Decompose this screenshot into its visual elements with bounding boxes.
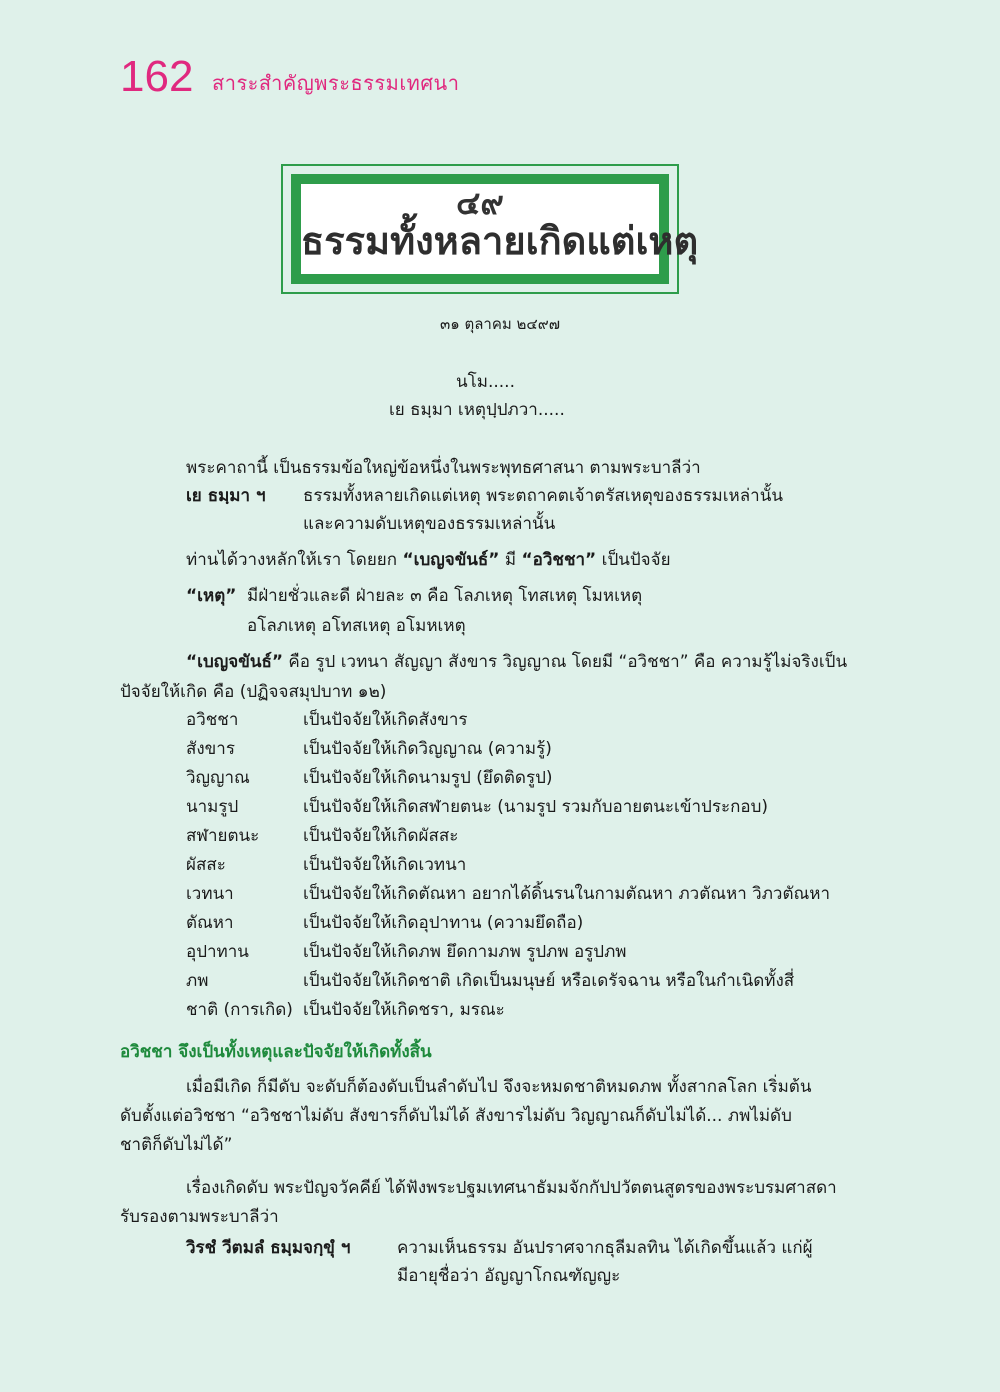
principle-mid: มี xyxy=(499,550,522,570)
paticca-term: สฬายตนะ xyxy=(186,826,260,846)
paticca-term: ภพ xyxy=(186,971,209,991)
paticca-desc: เป็นปัจจัยให้เกิดเวทนา xyxy=(303,855,467,875)
principle-term-khandha: “เบญจขันธ์” xyxy=(402,550,500,570)
para2-line-2: รับรองตามพระบาลีว่า xyxy=(120,1207,279,1227)
paticca-row-9 xyxy=(186,940,627,964)
paticca-desc: เป็นปัจจัยให้เกิดอุปาทาน (ความยึดถือ) xyxy=(303,913,584,933)
page-number: 162 xyxy=(120,52,194,101)
pali-meaning-1: ธรรมทั้งหลายเกิดแต่เหตุ พระตถาคตเจ้าตรัสเหตุของธรรมเหล่านั้น xyxy=(303,486,783,506)
paticca-row-10 xyxy=(186,969,794,993)
paticca-desc: เป็นปัจจัยให้เกิดภพ ยึดกามภพ รูปภพ อรูปภพ xyxy=(303,942,627,962)
chapter-number: ๔๙ xyxy=(456,185,504,221)
paticca-term: ชาติ (การเกิด) xyxy=(186,1000,293,1020)
cause-line-2: อโลภเหตุ อโทสเหตุ อโมหเหตุ xyxy=(247,616,466,636)
chapter-title-inner xyxy=(291,174,699,284)
para1-line-1: เมื่อมีเกิด ก็มีดับ จะดับก็ต้องดับเป็นลำดับไป จึงจะหมดชาติหมดภพ ทั้งสากลโลก เริ่มต้น xyxy=(186,1077,812,1097)
paticca-row-2 xyxy=(186,737,552,761)
pali-meaning-2: และความดับเหตุของธรรมเหล่านั้น xyxy=(303,514,556,534)
paticca-row-6 xyxy=(186,853,466,877)
principle-term-avijja: “อวิชชา” xyxy=(521,550,597,570)
chapter-title: ธรรมทั้งหลายเกิดแต่เหตุ xyxy=(301,221,699,263)
principle-line xyxy=(186,548,671,572)
paticca-desc: เป็นปัจจัยให้เกิดชรา, มรณะ xyxy=(303,1000,505,1020)
paticca-term: วิญญาณ xyxy=(186,768,250,788)
book-title: สาระสำคัญพระธรรมเทศนา xyxy=(212,73,460,95)
para2-line-1: เรื่องเกิดดับ พระปัญจวัคคีย์ ได้ฟังพระปฐมเทศนาธัมมจักกัปปวัตตนสูตรของพระบรมศาสดา xyxy=(186,1178,837,1198)
paticca-row-1 xyxy=(186,708,468,732)
khandha-line-2: ปัจจัยให้เกิด คือ (ปฏิจจสมุปบาท ๑๒) xyxy=(120,682,387,702)
closing-pali-term: วิรชํ วีตมลํ ธมฺมจกฺขุํ ฯ xyxy=(186,1238,351,1258)
paticca-term: นามรูป xyxy=(186,797,239,817)
section-heading: อวิชชา จึงเป็นทั้งเหตุและปัจจัยให้เกิดทั้งสิ้น xyxy=(120,1042,432,1062)
paticca-term: ตัณหา xyxy=(186,913,234,933)
closing-pali-line-1: ความเห็นธรรม อันปราศจากธุลีมลทิน ได้เกิดขึ้นแล้ว แก่ผู้ xyxy=(397,1238,813,1258)
pali-term: เย ธมฺมา ฯ xyxy=(186,486,266,506)
paticca-row-7 xyxy=(186,882,830,906)
sermon-date: ๓๑ ตุลาคม ๒๔๙๗ xyxy=(439,315,561,333)
paticca-row-11 xyxy=(186,998,505,1022)
paticca-desc: เป็นปัจจัยให้เกิดนามรูป (ยึดติดรูป) xyxy=(303,768,553,788)
paticca-term: เวทนา xyxy=(186,884,234,904)
paticca-term: อุปาทาน xyxy=(186,942,249,962)
paticca-row-8 xyxy=(186,911,583,935)
para1-line-2: ดับตั้งแต่อวิชชา “อวิชชาไม่ดับ สังขารก็ดับไม่ได้ สังขารไม่ดับ วิญญาณก็ดับไม่ได้... ภพไม่ดับ xyxy=(120,1106,792,1126)
principle-suffix: เป็นปัจจัย xyxy=(596,550,671,570)
paticca-term: ผัสสะ xyxy=(186,855,226,875)
paticca-term: อวิชชา xyxy=(186,710,239,730)
paticca-desc: เป็นปัจจัยให้เกิดสฬายตนะ (นามรูป รวมกับอายตนะเข้าประกอบ) xyxy=(303,797,769,817)
paticca-term: สังขาร xyxy=(186,739,235,759)
paticca-desc: เป็นปัจจัยให้เกิดสังขาร xyxy=(303,710,468,730)
khandha-line-1 xyxy=(186,650,847,674)
paticca-row-4 xyxy=(186,795,768,819)
paticca-row-3 xyxy=(186,766,553,790)
paticca-desc: เป็นปัจจัยให้เกิดผัสสะ xyxy=(303,826,459,846)
invocation-line-1: นโม..... xyxy=(456,372,515,392)
para1-line-3: ชาติก็ดับไม่ได้” xyxy=(120,1135,233,1155)
paticca-desc: เป็นปัจจัยให้เกิดชาติ เกิดเป็นมนุษย์ หรือเดรัจฉาน หรือในกำเนิดทั้งสี่ xyxy=(303,971,795,991)
cause-term: “เหตุ” xyxy=(186,586,237,606)
closing-pali-line-2: มีอายุชื่อว่า อัญญาโกณฑัญญะ xyxy=(397,1266,621,1286)
khandha-term: “เบญจขันธ์” xyxy=(186,652,284,672)
paticca-row-5 xyxy=(186,824,458,848)
chapter-title-box xyxy=(281,164,699,294)
cause-line-1: มีฝ่ายชั่วและดี ฝ่ายละ ๓ คือ โลภเหตุ โทสเหตุ โมหเหตุ xyxy=(247,586,643,606)
intro-line: พระคาถานี้ เป็นธรรมข้อใหญ่ข้อหนึ่งในพระพุทธศาสนา ตามพระบาลีว่า xyxy=(186,458,701,478)
paticca-desc: เป็นปัจจัยให้เกิดวิญญาณ (ความรู้) xyxy=(303,739,552,759)
principle-prefix: ท่านได้วางหลักให้เรา โดยยก xyxy=(186,550,403,570)
invocation-line-2: เย ธมฺมา เหตุปฺปภวา..... xyxy=(389,400,565,420)
paticca-desc: เป็นปัจจัยให้เกิดตัณหา อยากได้ดิ้นรนในกามตัณหา ภวตัณหา วิภวตัณหา xyxy=(303,884,831,904)
khandha-line-1-rest: คือ รูป เวทนา สัญญา สังขาร วิญญาณ โดยมี “อวิชชา” คือ ความรู้ไม่จริงเป็น xyxy=(283,652,848,672)
